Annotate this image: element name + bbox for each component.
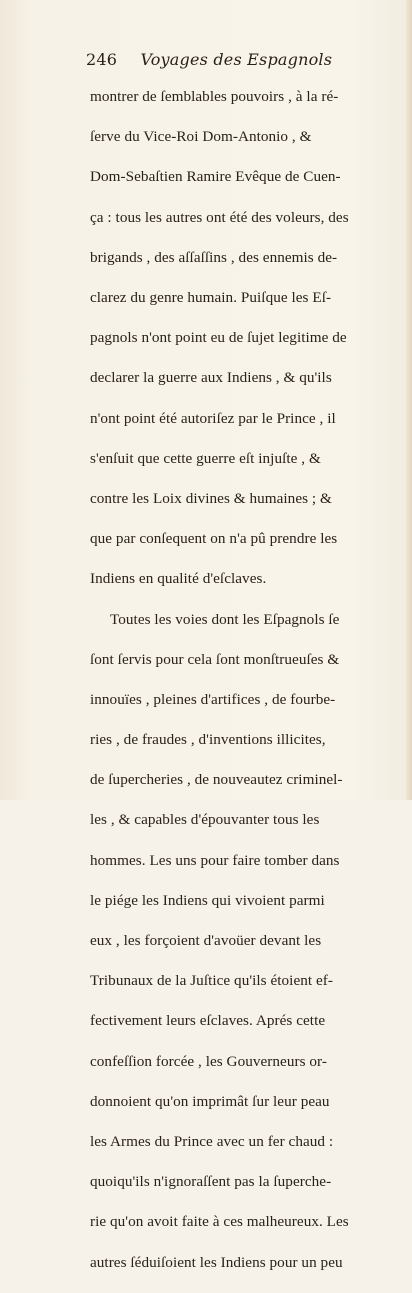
text-line: contre les Loix divines & humaines ; & [90,489,332,507]
running-title: Voyages des Espagnols [140,50,333,69]
page-number: 246 [86,50,118,69]
text-line: ries , de fraudes , d'inventions illicites, [90,731,326,749]
text-line: les Armes du Prince avec un fer chaud : [90,1132,334,1150]
text-line: rie qu'on avoit faite à ces malheureux. Les [90,1213,349,1231]
text-line: autres ſéduiſoient les Indiens pour un peu [90,1253,343,1271]
text-line: le piége les Indiens qui vivoient parmi [90,891,325,909]
text-line: de ſupercheries , de nouveautez criminel- [90,771,343,789]
text-line: Tribunaux de la Juſtice qu'ils étoient ef- [90,972,334,990]
text-line: pagnols n'ont point eu de ſujet legitime de [90,329,347,347]
text-line: fectivement leurs eſclaves. Aprés cette [90,1012,326,1030]
text-line: n'ont point été autoriſez par le Prince , il [90,409,336,427]
text-line: ça : tous les autres ont été des voleurs, des [90,208,349,226]
text-line: declarer la guerre aux Indiens , & qu'ils [90,369,332,387]
text-line: Dom-Sebaſtien Ramire Evêque de Cuen- [90,168,341,186]
text-line: clarez du genre humain. Puiſque les Eſ- [90,289,332,307]
text-line: s'enſuit que cette guerre eſt injuſte , & [90,449,321,467]
text-line: donnoient qu'on imprimât ſur leur peau [90,1092,330,1110]
page-edge [406,0,412,800]
text-line: ſont ſervis pour cela ſont monſtrueuſes & [90,650,340,668]
text-line: brigands , des aſſaſſins , des ennemis de- [90,248,338,266]
text-line: que par conſequent on n'a pû prendre les [90,530,338,548]
paragraph-start-line: Toutes les voies dont les Eſpagnols ſe [110,610,340,628]
text-line: ſerve du Vice-Roi Dom-Antonio , & [90,128,312,146]
text-line: montrer de ſemblables pouvoirs , à la ré- [90,88,339,106]
text-line: eux , les forçoient d'avoüer devant les [90,932,322,950]
text-line: innouïes , pleines d'artifices , de fourbe- [90,690,336,708]
body-text [90,67,390,1293]
text-line: hommes. Les uns pour faire tomber dans [90,851,340,869]
text-line: confeſſion forcée , les Gouverneurs or- [90,1052,327,1070]
text-line: Indiens en qualité d'eſclaves. [90,570,267,588]
text-line: quoiqu'ils n'ignoraſſent pas la ſuperche- [90,1173,332,1191]
text-line: les , & capables d'épouvanter tous les [90,811,320,829]
